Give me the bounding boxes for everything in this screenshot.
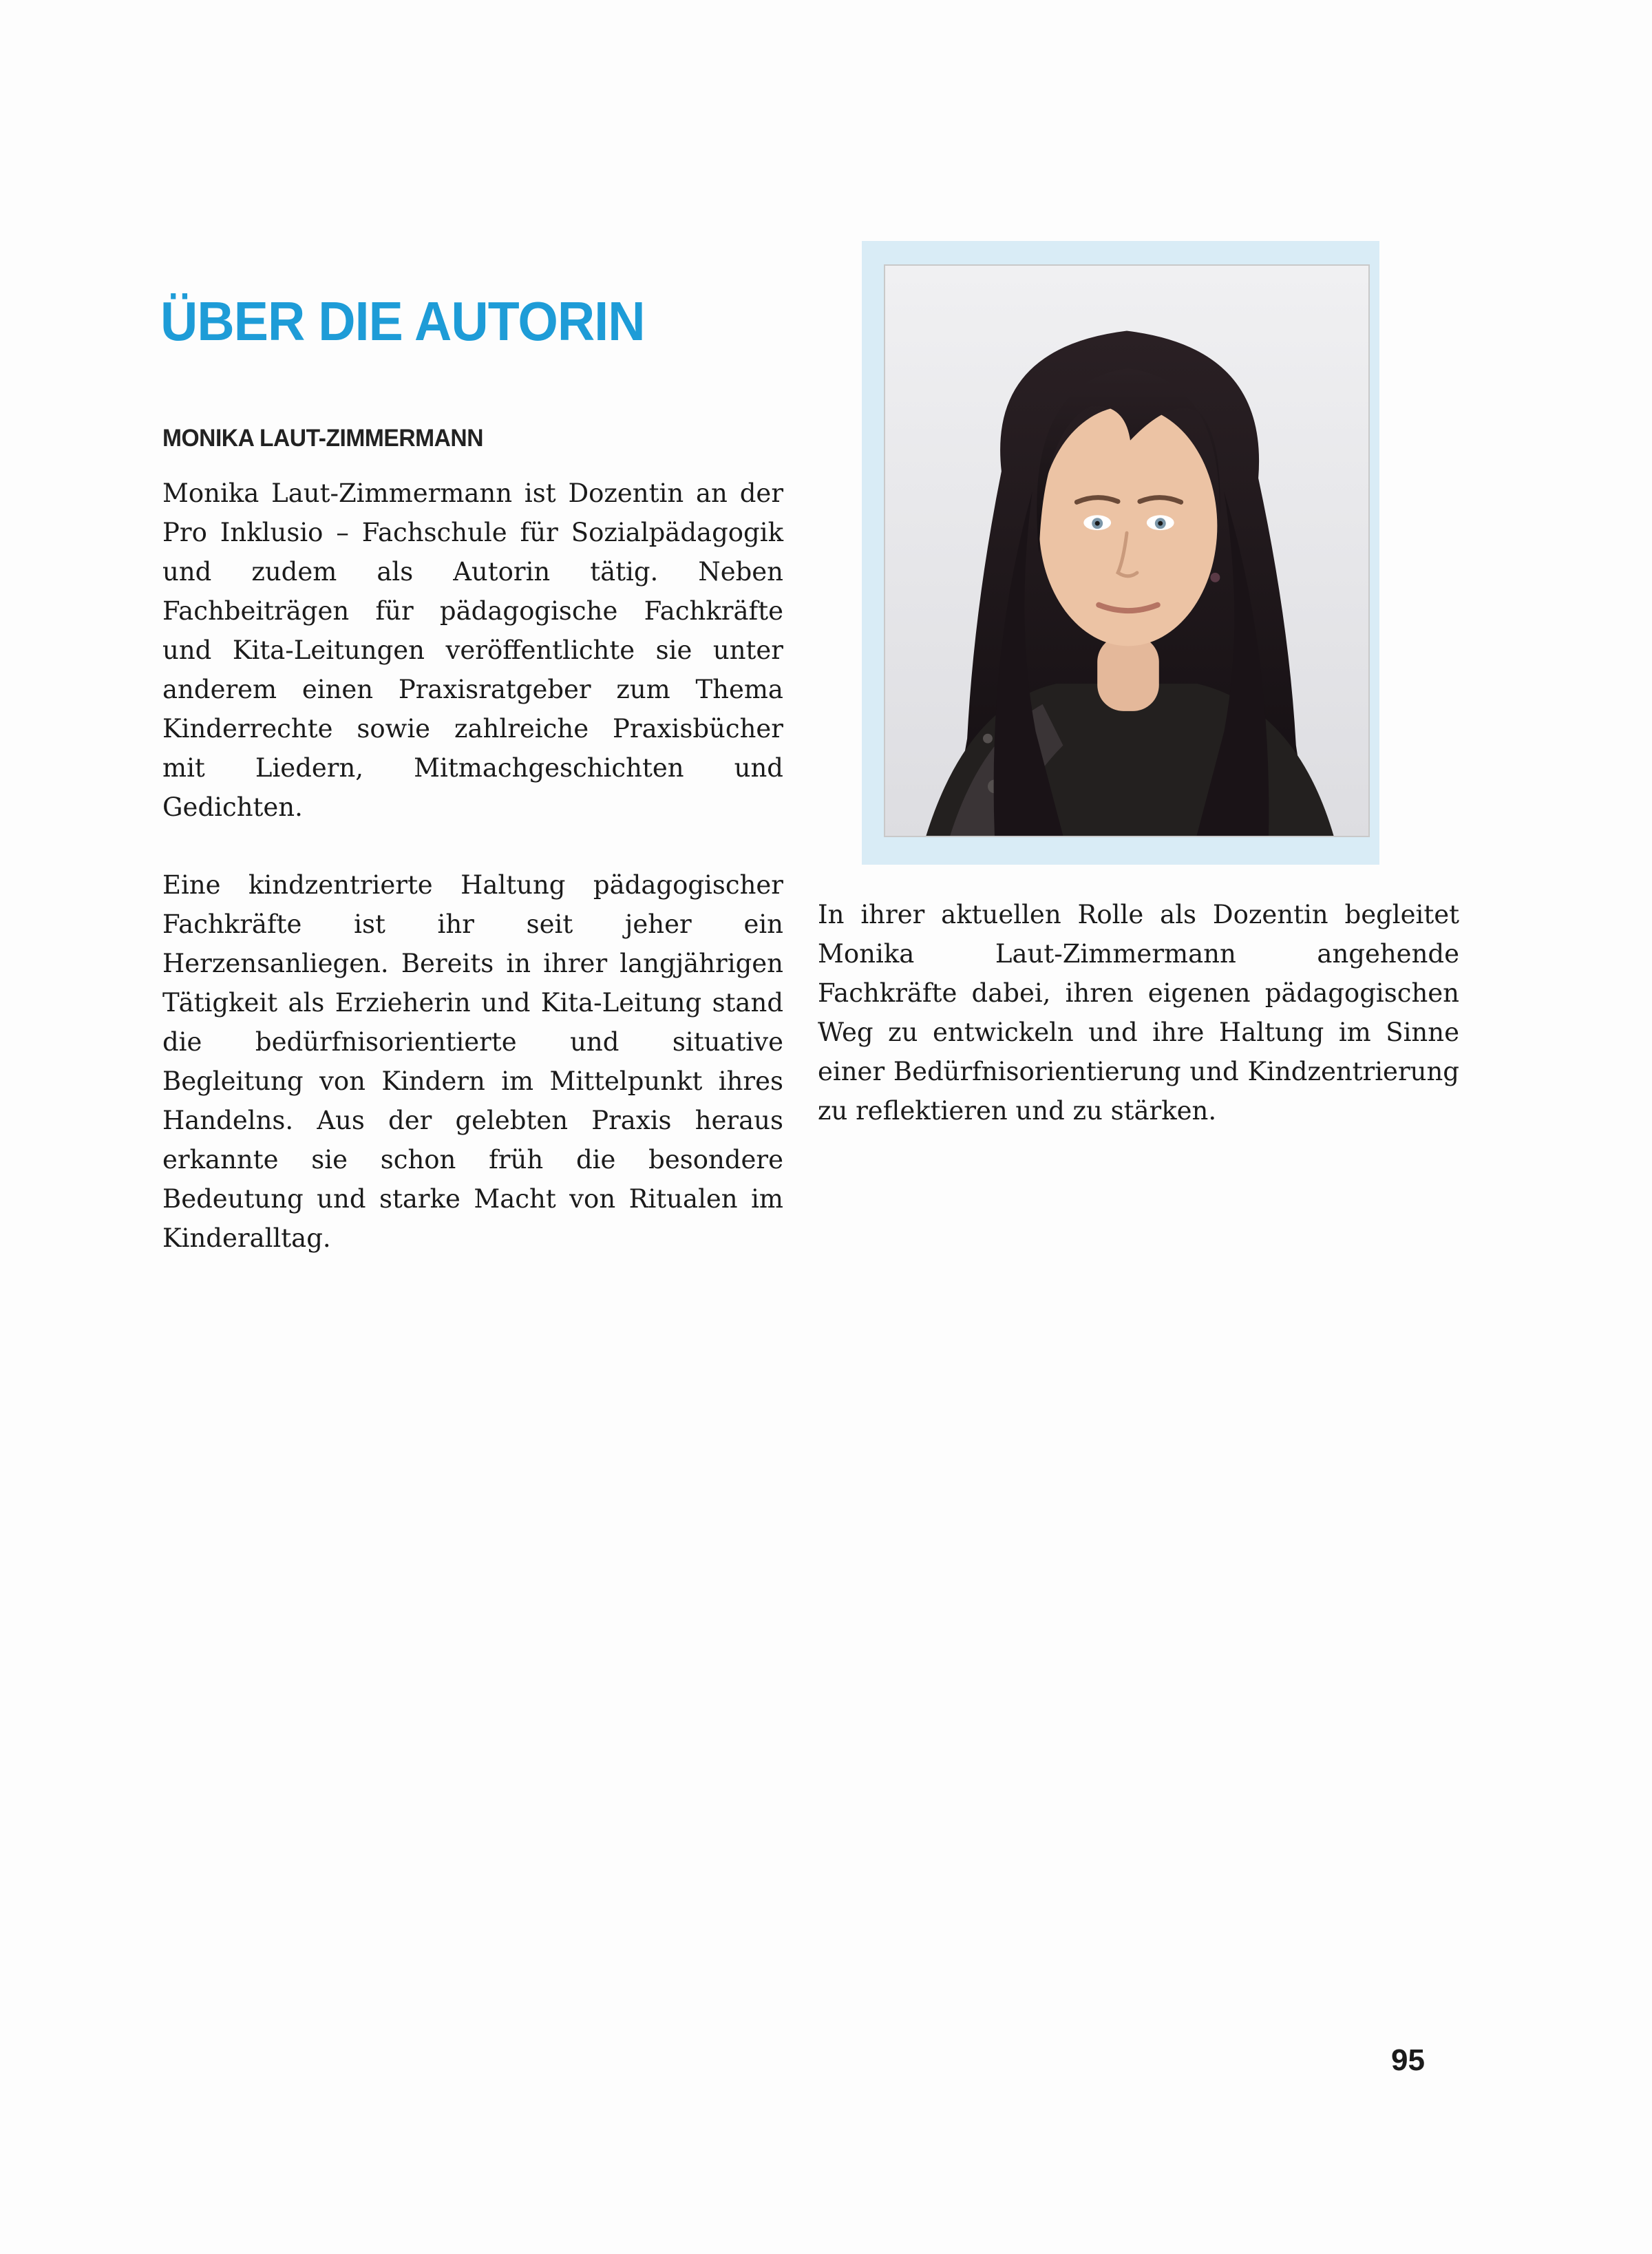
bio-paragraph-1: Monika Laut-Zimmermann ist Dozentin an der Pro Inklusio – Fachschule für Sozialpädagogik und zudem als Autorin tätig. Neben Fachbeiträgen für pädagogische Fachkräfte und Kita-Leitungen veröffentlichte sie unter anderem einen Praxisratgeber zum Thema Kinderrechte sowie zahlreiche Praxisbücher mit Liedern, Mitmachgeschichten und Gedichten. — [162, 478, 783, 822]
bio-paragraph-3: In ihrer aktuellen Rolle als Dozentin begleitet Monika Laut-Zimmermann angehende Fachkräfte dabei, ihren eigenen pädagogischen Weg zu entwickeln und ihre Haltung im Sinne einer Bedürfnisorientierung und Kindzentrierung zu reflektieren und zu stärken. — [818, 900, 1459, 1126]
page-number: 95 — [1391, 2043, 1425, 2077]
portrait-illustration — [885, 266, 1368, 836]
right-text-column — [818, 895, 1459, 1169]
bio-paragraph-2: Eine kindzentrierte Haltung pädagogischer Fachkräfte ist ihr seit jeher ein Herzensanliegen. Bereits in ihrer langjährigen Tätigkeit als Erzieherin und Kita-Leitung stand die bedürfnisorientierte und situative Begleitung von Kindern im Mittelpunkt ihres Handelns. Aus der gelebten Praxis heraus erkannte sie schon früh die besondere Bedeutung und starke Macht von Ritualen im Kinderalltag. — [162, 870, 783, 1253]
left-text-column — [162, 474, 783, 1296]
author-name-heading: MONIKA LAUT-ZIMMERMANN — [162, 425, 484, 452]
photo-mat — [884, 264, 1370, 837]
page-title: ÜBER DIE AUTORIN — [160, 290, 645, 352]
author-portrait-photo — [884, 264, 1370, 837]
photo-panel-background — [862, 241, 1379, 865]
